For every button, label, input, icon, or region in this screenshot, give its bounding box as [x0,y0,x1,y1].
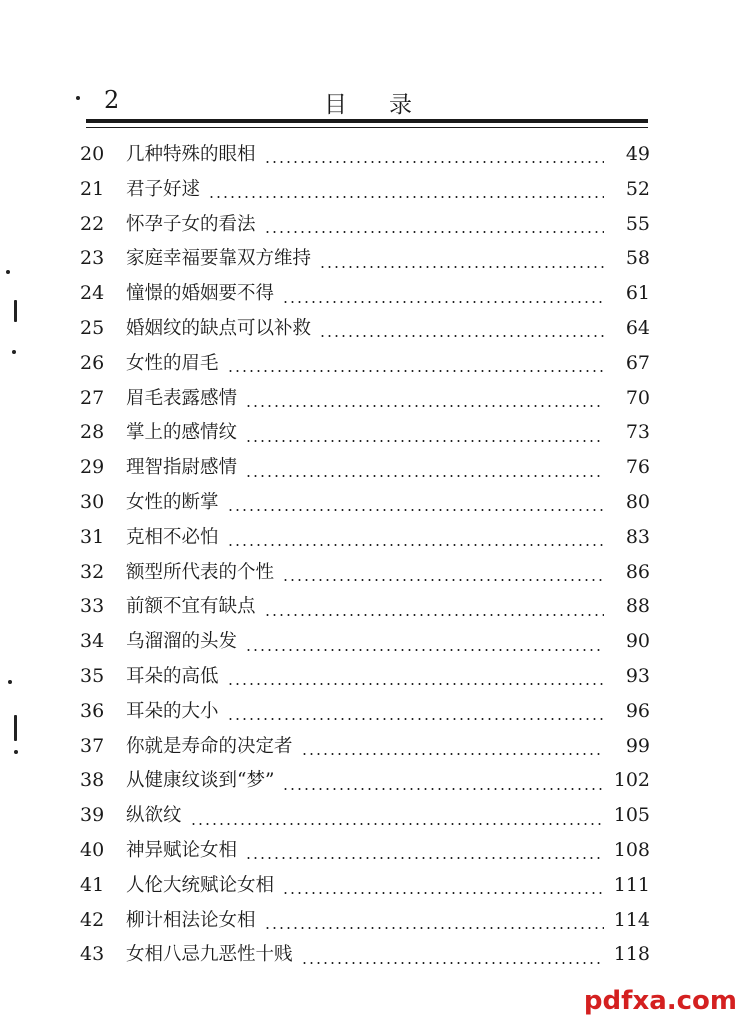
toc-entry-page: 55 [625,212,650,235]
header-rule-thin [86,127,648,128]
toc-entry-leader [282,579,604,581]
toc-entry-number: 33 [80,595,105,618]
toc-entry-number: 40 [80,838,105,861]
toc-entry-leader [301,753,604,755]
toc-entry-leader [245,405,604,407]
toc-entry-number: 39 [80,804,105,827]
toc-entry [80,244,650,279]
toc-entry-leader [245,857,604,859]
toc-entry-title: 女相八忌九恶性十贱 [126,944,293,966]
toc-entry-number: 31 [80,525,105,548]
toc-entry-leader [227,509,604,511]
toc-entry-page: 105 [613,804,650,827]
toc-entry-title: 你就是寿命的决定者 [126,735,293,757]
toc-entry-page: 93 [625,664,650,687]
toc-entry-page: 96 [625,699,650,722]
toc-entry-number: 24 [80,282,105,305]
toc-entry-page: 61 [625,282,650,305]
toc-entry-page: 73 [625,421,650,444]
toc-entry [80,523,650,558]
toc-entry-leader [227,718,604,720]
toc-entry-number: 43 [80,943,105,966]
toc-entry-number: 42 [80,908,105,931]
toc-entry-title: 眉毛表露感情 [126,387,238,409]
toc-entry-leader [282,788,603,790]
toc-entry-title: 从健康纹谈到“梦” [126,770,275,792]
toc-entry-page: 76 [625,456,650,479]
toc-entry-leader [319,266,604,268]
toc-entry [80,836,650,871]
toc-entry-leader [245,649,604,651]
toc-entry-number: 32 [80,560,105,583]
table-of-contents [80,140,650,975]
toc-entry-title: 怀孕子女的看法 [126,213,256,235]
toc-entry-title: 耳朵的大小 [126,700,219,722]
toc-entry-number: 28 [80,421,105,444]
toc-entry-page: 108 [613,838,650,861]
toc-entry-title: 人伦大统赋论女相 [126,874,275,896]
toc-entry-leader [264,927,604,929]
toc-entry-page: 64 [625,316,650,339]
toc-entry-number: 41 [80,873,105,896]
toc-entry-page: 67 [625,351,650,374]
toc-entry [80,940,650,975]
toc-entry-page: 52 [625,177,650,200]
toc-entry-number: 38 [80,769,105,792]
toc-entry-title: 君子好逑 [126,178,201,200]
toc-entry [80,732,650,767]
toc-entry-title: 憧憬的婚姻要不得 [126,283,275,305]
toc-entry [80,662,650,697]
toc-entry-number: 20 [80,143,105,165]
toc-entry-title: 克相不必怕 [126,526,219,548]
toc-entry-leader [264,161,604,163]
toc-entry-leader [227,544,604,546]
toc-entry [80,766,650,801]
toc-entry-leader [190,823,604,825]
page-title: 目录 [324,92,454,118]
toc-entry-leader [301,962,604,964]
toc-entry-page: 88 [625,595,650,618]
toc-entry-title: 女性的断掌 [126,491,219,513]
toc-entry-number: 22 [80,212,105,235]
toc-entry [80,906,650,941]
toc-entry-title: 前额不宜有缺点 [126,596,256,618]
watermark: pdfxa.com [583,986,737,1016]
toc-entry-leader [245,440,604,442]
toc-entry [80,140,650,175]
toc-entry [80,697,650,732]
toc-entry-number: 23 [80,247,105,270]
toc-entry [80,488,650,523]
toc-entry-number: 26 [80,351,105,374]
toc-entry-page: 102 [613,769,650,792]
toc-entry-page: 49 [625,143,650,165]
toc-entry-page: 70 [625,386,650,409]
toc-entry-leader [282,892,604,894]
toc-entry-leader [227,683,604,685]
toc-entry-title: 乌溜溜的头发 [126,631,238,653]
toc-entry [80,418,650,453]
toc-entry-title: 神异赋论女相 [126,839,238,861]
toc-entry-title: 女性的眉毛 [126,352,219,374]
toc-entry-number: 27 [80,386,105,409]
toc-entry-leader [208,196,604,198]
toc-entry [80,314,650,349]
toc-entry-title: 理智指尉感情 [126,457,238,479]
toc-entry-title: 家庭幸福要靠双方维持 [126,248,312,270]
toc-entry-page: 111 [613,873,650,896]
toc-entry-page: 99 [625,734,650,757]
toc-entry-leader [319,335,604,337]
toc-entry-leader [227,370,604,372]
toc-entry [80,592,650,627]
toc-entry-leader [264,231,604,233]
toc-entry [80,384,650,419]
toc-entry-number: 37 [80,734,105,757]
toc-entry-title: 婚姻纹的缺点可以补救 [126,317,312,339]
toc-entry-title: 几种特殊的眼相 [126,144,256,165]
toc-entry-title: 柳计相法论女相 [126,909,256,931]
toc-entry-leader [264,614,604,616]
page-number: 2 [104,86,120,114]
toc-entry-leader [282,301,604,303]
toc-entry [80,175,650,210]
toc-entry [80,558,650,593]
toc-entry-title: 纵欲纹 [126,805,182,827]
toc-entry-number: 25 [80,316,105,339]
toc-entry [80,871,650,906]
toc-entry-title: 掌上的感情纹 [126,422,238,444]
toc-entry-page: 90 [625,630,650,653]
toc-entry-number: 34 [80,630,105,653]
toc-entry-page: 114 [613,908,650,931]
toc-entry-number: 35 [80,664,105,687]
header-bullet [76,96,80,100]
toc-entry [80,627,650,662]
header-rule-thick [86,119,648,123]
toc-entry [80,453,650,488]
toc-entry-number: 21 [80,177,105,200]
toc-entry [80,279,650,314]
toc-entry [80,349,650,384]
toc-entry-title: 额型所代表的个性 [126,561,275,583]
toc-entry-number: 30 [80,490,105,513]
toc-entry [80,210,650,245]
toc-entry-page: 118 [613,943,650,966]
toc-entry-page: 80 [625,490,650,513]
toc-entry-page: 58 [625,247,650,270]
toc-entry-number: 29 [80,456,105,479]
toc-entry-number: 36 [80,699,105,722]
toc-entry-leader [245,475,604,477]
toc-entry [80,801,650,836]
toc-entry-page: 83 [625,525,650,548]
toc-entry-title: 耳朵的高低 [126,665,219,687]
toc-entry-page: 86 [625,560,650,583]
